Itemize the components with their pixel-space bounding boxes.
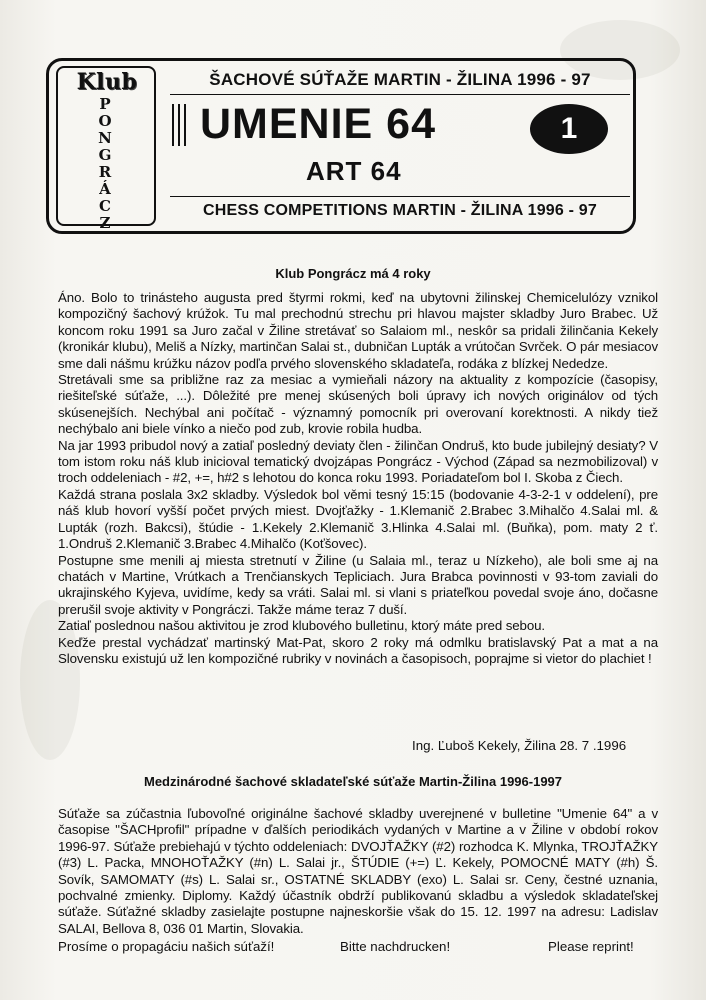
competition-heading: Medzinárodné šachové skladateľské súťaže Martin-Žilina 1996-1997 — [143, 774, 563, 789]
competition-paragraph: Súťaže sa zúčastnia ľubovoľné originálne šachové skladby uverejnené v bulletine "Umenie 64" a v časopise "ŠACHprofil" prípadne v ďalších periodikách vydaných v Martine a v Žiline v období rokov 1996-97. Súťaže prebiehajú v týchto oddeleniach: DVOJŤAŽKY (#2) rozhodca K. Mlynka, TROJŤAŽKY (#3) L. Packa, MNOHOŤAŽKY (#n) L. Salai jr., ŠTÚDIE (+=) Ľ. Kekely, POMOCNÉ MATY (#h) Š. Sovík, SAMOMATY (#s) L. Salai sr., OSTATNÉ SKLADBY (exo) L. Salai sr. Ceny, čestné uznania, pochvalné zmienky. Diplomy. Každý účastník obdrží publikovanú skladbu a výsledok skladateľskej súťaže. Súťažné skladby zasielajte postupne najneskoršie však do 15. 12. 1997 na adresu: Ladislav SALAI, Bellova 8, 036 01 Martin, Slovakia. — [58, 806, 658, 936]
masthead-bottom-line: CHESS COMPETITIONS MARTIN - ŽILINA 1996 - 97 — [202, 202, 598, 219]
request-de: Bitte nachdrucken! — [340, 939, 451, 954]
article-paragraph: Postupne sme menili aj miesta stretnutí v Žiline (u Salaia ml., teraz u Nízkeho), ale boli sme aj na chatách v Martine, Vrútkach a Trenčianskych Tepliciach. Jura Brabca povinnosti v 93-tom zaviali do ukrajinského Kyjeva, uvidíme, kedy sa vráti. Salai ml. si vlani s priateľkou povedal svoje áno, dočasne prerušil svoje aktivity v Pongráczi. Takže máme teraz 7 duší. — [58, 552, 658, 617]
masthead-divider — [170, 196, 630, 197]
logo-letter: C — [99, 197, 111, 215]
article-body — [58, 290, 658, 667]
competition-body — [58, 806, 658, 937]
logo-letter: R — [98, 163, 112, 181]
logo-letter: N — [98, 129, 112, 147]
bulletin-title: UMENIE 64 — [200, 100, 437, 148]
bulletin-subtitle: ART 64 — [306, 156, 402, 186]
article-paragraph: Keďže prestal vychádzať martinský Mat-Pat, skoro 2 roky má odmlku bratislavský Pat a mat a na Slovensku existujú už len kompozičné rubriky v novinách a časopisoch, poprajme si vietor do plachiet ! — [58, 634, 658, 666]
title-bars-decoration — [170, 104, 186, 146]
logo-letter: G — [98, 146, 112, 164]
article-signature: Ing. Ľuboš Kekely, Žilina 28. 7 .1996 — [412, 738, 627, 753]
logo-letter: Z — [99, 214, 111, 232]
logo-letter: O — [98, 112, 112, 130]
logo-letter: Á — [99, 180, 111, 198]
footer-requests — [58, 939, 658, 957]
club-logo-vertical-name — [92, 96, 118, 232]
article-paragraph: Stretávali sme sa približne raz za mesiac a vymieňali názory na aktuality z kompozície (časopisy, riešiteľské súťaže, ...). Dôležité pre menej skúsených boli úpravy ich nových originálov od tých skúsenejších. Nechýbal ani počítač - významný pomocník pri overovaní korektnosti. A nikdy tiež nechýbalo ani biele vínko a niečo pod zub, krovie robila hudba. — [58, 372, 658, 437]
article-paragraph: Na jar 1993 pribudol nový a zatiaľ posledný deviaty člen - žilinčan Ondruš, kto bude jubilejný desiaty? V tom istom roku náš klub inicioval tematický dvojzápas Pongrácz - Východ (Západ sa nezmobilizoval) v troch oddeleniach - #2, +=, h#2 s lehotou do konca roku 1993. Poriadateľom bol I. Skoba z Čiech. — [58, 437, 658, 486]
request-en: Please reprint! — [548, 939, 634, 954]
masthead-divider — [170, 94, 630, 95]
request-sk: Prosíme o propagáciu našich súťaží! — [58, 939, 275, 954]
club-logo-word: Klub — [76, 69, 138, 95]
article-heading: Klub Pongrácz má 4 roky — [275, 266, 431, 281]
logo-letter: P — [99, 95, 111, 113]
article-paragraph: Každá strana poslala 3x2 skladby. Výsledok bol věmi tesný 15:15 (bodovanie 4-3-2-1 v oddelení), pre náš klub hovorí vyšší počet prvých miest. Dvojťažky - 1.Klemanič 2.Brabec 3.Mihalčo 4.Salai ml. & Lupták (rozh. Bakcsi), štúdie - 1.Kekely 2.Klemanič 3.Hlinka 4.Salai ml. (Buňka), pom. maty 2 ť. 1.Ondruš 2.Klemanič 3.Brabec 4.Mihalčo (Koťšovec). — [58, 486, 658, 552]
article-paragraph: Áno. Bolo to trinásteho augusta pred štyrmi rokmi, keď na ubytovni žilinskej Chemicelulózy vznikol kompozičný šachový krúžok. Tu mal prechodnú strechu pri hlavou majster skladby Juro Brabec. Už koncom roku 1991 sa Juro začal v Žiline stretávať so Salaiom ml., neskôr sa pridali žilinčania Kekely (kronikár klubu), Meliš a Nízky, martinčan Salai st., dubničan Lupták a vrútočan Svrček. O pár mesiacov sme dali nášmu krúžku názov podľa prvého slovenského skladateľa, rodáka z blízkej Nededze. — [58, 290, 658, 371]
issue-number-badge: 1 — [530, 104, 608, 154]
masthead-top-line: ŠACHOVÉ SÚŤAŽE MARTIN - ŽILINA 1996 - 97 — [209, 70, 591, 89]
article-paragraph: Zatiaľ poslednou našou aktivitou je zrod klubového bulletinu, ktorý máte pred sebou. — [58, 618, 546, 634]
